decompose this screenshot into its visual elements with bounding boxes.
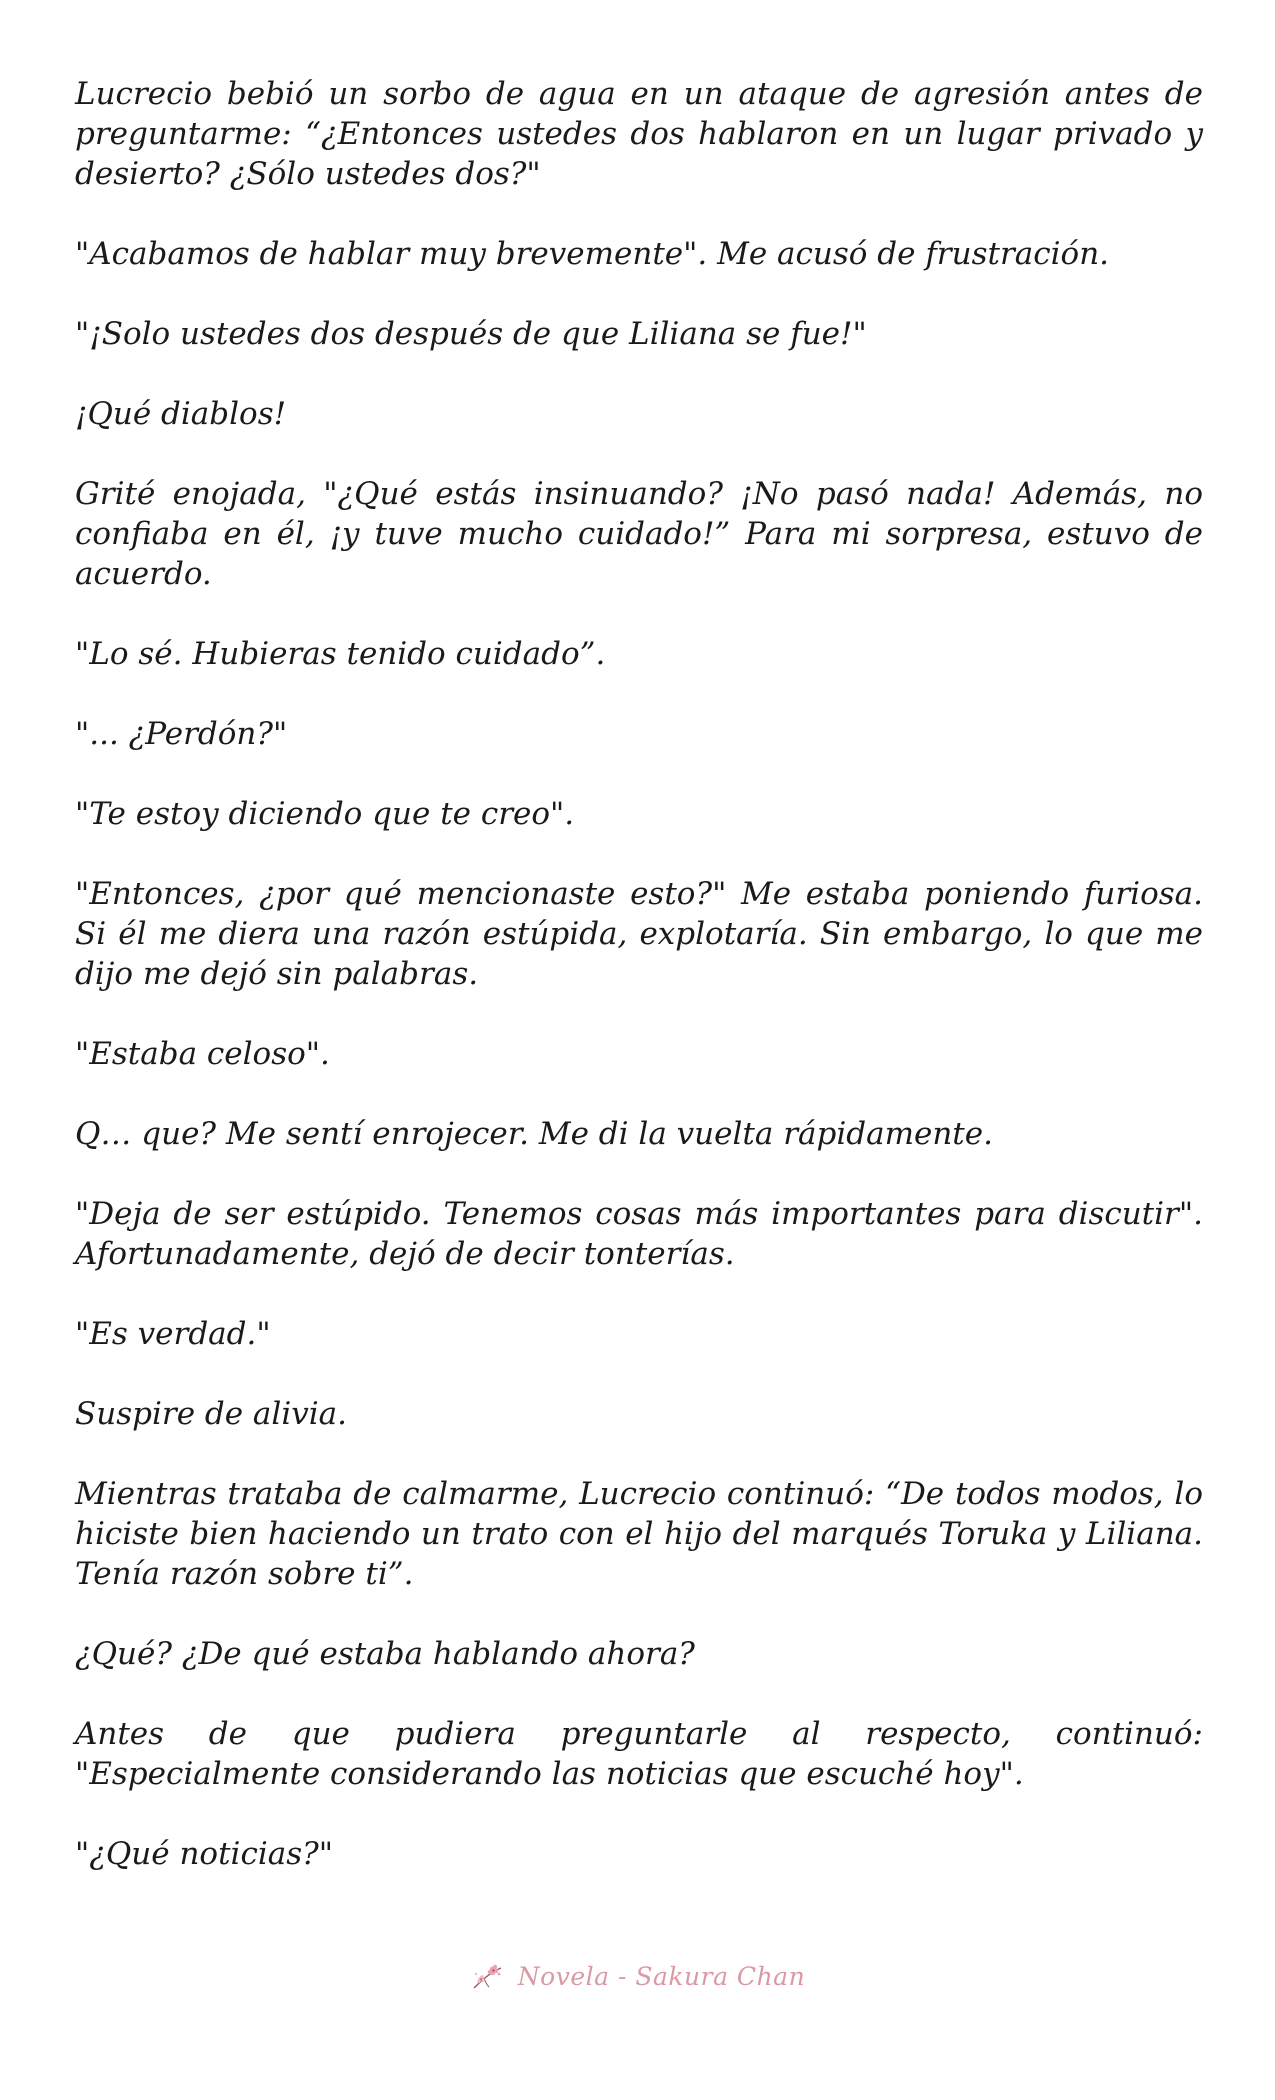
watermark-label: Novela - Sakura Chan <box>517 1962 806 1991</box>
footer-watermark <box>0 1960 1275 1992</box>
paragraph: "Estaba celoso". <box>75 1036 330 1072</box>
paragraph: Suspire de alivia. <box>75 1396 348 1432</box>
document-body <box>75 74 1203 1914</box>
paragraph: ¡Qué diablos! <box>75 396 287 432</box>
paragraph: "Es verdad." <box>75 1316 271 1352</box>
paragraph: Lucrecio bebió un sorbo de agua en un ataque de agresión antes de preguntarme: “¿Entonces ustedes dos hablaron en un lugar privado y desierto? ¿Sólo ustedes dos?" <box>75 76 1203 192</box>
paragraph: Q… que? Me sentí enrojecer. Me di la vuelta rápidamente. <box>75 1116 993 1152</box>
paragraph: Grité enojada, "¿Qué estás insinuando? ¡No pasó nada! Además, no confiaba en él, ¡y tuve mucho cuidado!” Para mi sorpresa, estuvo de acuerdo. <box>75 476 1203 592</box>
paragraph: ¿Qué? ¿De qué estaba hablando ahora? <box>75 1636 695 1672</box>
paragraph: "Acabamos de hablar muy brevemente". Me acusó de frustración. <box>75 236 1110 272</box>
paragraph: "¿Qué noticias?" <box>75 1836 334 1872</box>
paragraph: "Entonces, ¿por qué mencionaste esto?" Me estaba poniendo furiosa. Si él me diera una razón estúpida, explotaría. Sin embargo, lo que me dijo me dejó sin palabras. <box>75 876 1203 992</box>
paragraph: Mientras trataba de calmarme, Lucrecio continuó: “De todos modos, lo hiciste bien haciendo un trato con el hijo del marqués Toruka y Liliana. Tenía razón sobre ti”. <box>75 1476 1203 1592</box>
paragraph: "... ¿Perdón?" <box>75 716 288 752</box>
paragraph: "¡Solo ustedes dos después de que Liliana se fue!" <box>75 316 867 352</box>
paragraph: Antes de que pudiera preguntarle al respecto, continuó: "Especialmente considerando las noticias que escuché hoy". <box>75 1716 1203 1792</box>
paragraph: "Deja de ser estúpido. Tenemos cosas más importantes para discutir". Afortunadamente, dejó de decir tonterías. <box>75 1196 1203 1272</box>
paragraph: "Lo sé. Hubieras tenido cuidado”. <box>75 636 606 672</box>
paragraph: "Te estoy diciendo que te creo". <box>75 796 575 832</box>
sakura-blossom-icon <box>470 1962 504 1992</box>
